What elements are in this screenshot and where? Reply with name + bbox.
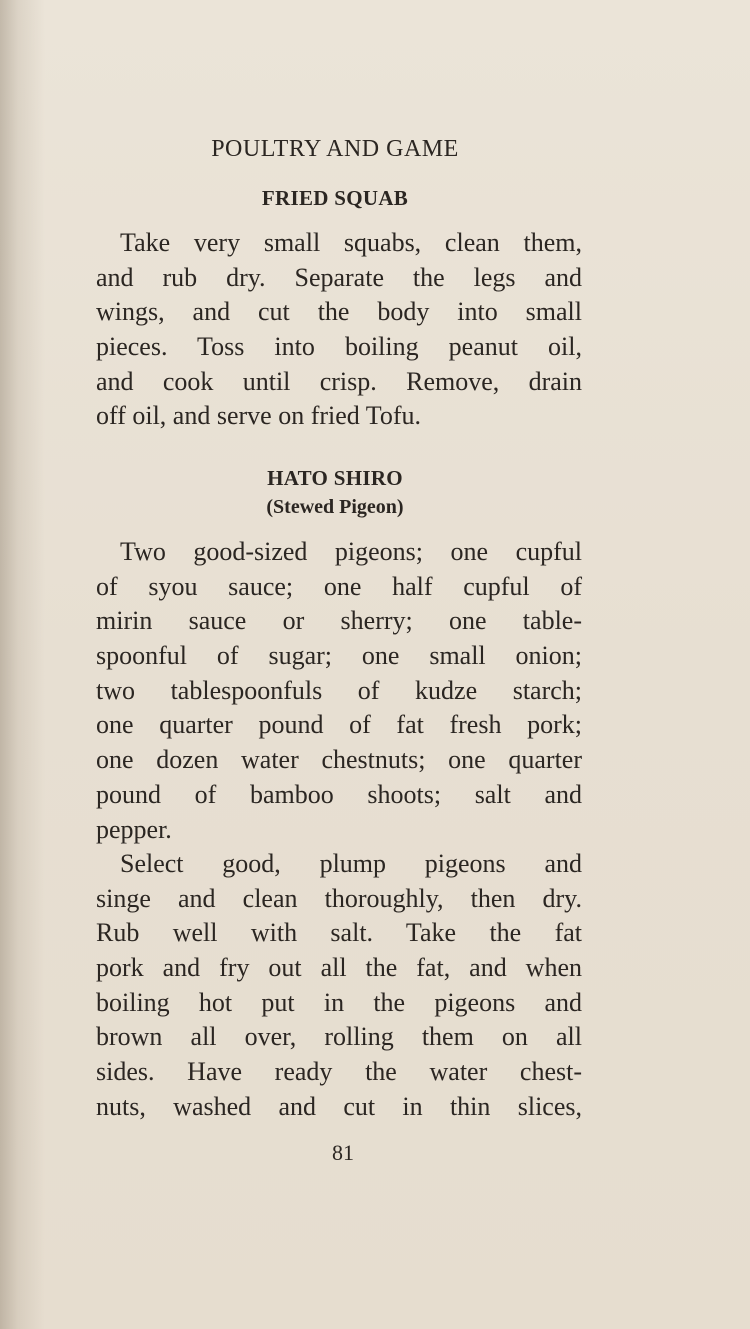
recipe-title-hato-shiro: HATO SHIRO	[267, 466, 403, 490]
running-head: POULTRY AND GAME	[211, 136, 459, 162]
text-line: Two good-sized pigeons; one cupful	[120, 537, 582, 566]
recipe-hato-shiro-method	[96, 847, 582, 1125]
recipe-hato-shiro-ingredients	[96, 535, 582, 847]
recipe-fried-squab-text	[96, 226, 582, 434]
text-line: spoonful of sugar; one small onion;	[96, 641, 582, 671]
recipe-title-fried-squab: FRIED SQUAB	[261, 186, 409, 210]
text-line: Rub well with salt. Take the fat	[96, 918, 582, 948]
text-line: of syou sauce; one half cupful of	[96, 571, 582, 601]
text-line: sides. Have ready the water chest-	[96, 1057, 582, 1087]
text-line: singe and clean thoroughly, then dry.	[96, 883, 582, 913]
text-line: and cook until crisp. Remove, drain	[96, 366, 582, 396]
text-line: pepper.	[96, 814, 172, 844]
text-line: nuts, washed and cut in thin slices,	[96, 1091, 582, 1121]
text-line: one quarter pound of fat fresh pork;	[96, 710, 582, 740]
text-line: boiling hot put in the pigeons and	[96, 987, 582, 1017]
text-line: Take very small squabs, clean them,	[120, 228, 582, 257]
text-line: one dozen water chestnuts; one quarter	[96, 745, 582, 775]
text-line: off oil, and serve on fried Tofu.	[96, 401, 422, 431]
text-line: brown all over, rolling them on all	[96, 1022, 582, 1052]
page-number: 81	[332, 1140, 354, 1165]
text-line: wings, and cut the body into small	[96, 297, 582, 327]
text-line: pound of bamboo shoots; salt and	[96, 779, 582, 809]
text-line: pork and fry out all the fat, and when	[96, 953, 582, 983]
text-line: two tablespoonfuls of kudze starch;	[96, 675, 582, 705]
text-line: pieces. Toss into boiling peanut oil,	[96, 332, 582, 362]
recipe-subtitle-stewed-pigeon: (Stewed Pigeon)	[266, 496, 404, 518]
text-line: mirin sauce or sherry; one table-	[96, 606, 582, 636]
text-line: and rub dry. Separate the legs and	[96, 262, 582, 292]
text-line: Select good, plump pigeons and	[120, 849, 582, 878]
